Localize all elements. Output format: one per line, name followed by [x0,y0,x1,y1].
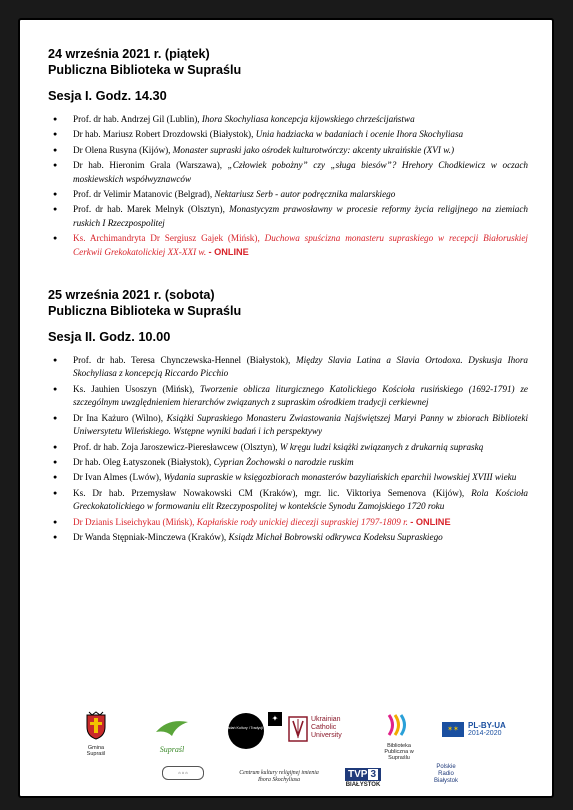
talk-speaker: Ks. Archimandryta Dr Sergiusz Gajek (Mińsk), [73,233,260,244]
talk-title: Cyprian Żochowski o narodzie ruskim [213,456,354,467]
talk-item [67,412,528,439]
talk-title: Tworzenie oblicza liturgicznego Katolickiego Kościoła rusińskiego (1692-1791) ze szczególnym uwzględnieniem hierarchów związanych z supraskim ośrodkiem tradycji cerkiewnej [73,383,529,408]
coat-of-arms-icon [85,712,107,740]
talk-title: W kręgu ludzi książki związanych z drukarnią supraską [279,441,484,452]
talk-speaker: Dr Wanda Stępniak-Minczewa (Kraków), [73,531,227,542]
talk-title: Nektariusz Serb - autor podręcznika malarskiego [214,189,396,200]
religious-culture-centre: Centrum kultury religijnej imienia Ihora Skochyliasa [239,770,319,783]
day1-session-heading: Sesja I. Godz. 14.30 [48,88,167,103]
day1-talk-list [48,113,528,259]
talk-item [67,383,528,410]
talk-title: Ihora Skochyliasa koncepcja kijowskiego chrześcijaństwa [201,114,415,124]
talk-speaker: Prof. dr hab. Andrzej Gil (Lublin), [73,114,200,124]
talk-title: Kapłańskie rody unickiej diecezji supraskiej 1797-1809 r. [196,516,408,527]
eu-flag-icon: ✶✶ [442,722,464,737]
talk-title: Monaster supraski jako ośrodek kulturotwórczy: akcenty ukraińskie (XVI w.) [172,144,455,155]
svg-text:Centrum Badań Kultury i Tradyc: Centrum Badań Kultury i Tradycji w Supraślu [210,726,282,730]
talk-item [67,471,528,484]
talk-item [67,441,528,454]
talk-title: Monastycyzm prawosławny w procesie reformy życia religijnego na ziemiach ruskich I Rzeczpospolitej [73,204,529,228]
talk-item [67,487,528,514]
library-icon [386,712,412,738]
talk-speaker: Dr Ina Każuro (Wilno), [73,412,164,423]
tvp3-logo: TVP 3 BIAŁYSTOK [345,769,381,788]
talk-speaker: Prof. dr hab. Marek Melnyk (Olsztyn), [73,204,225,215]
talk-item [67,456,528,469]
seal-logo: ⌂ ⌂ ⌂ [162,766,204,780]
talk-item [67,354,528,381]
talk-item [67,203,528,230]
talk-title: Unia hadziacka w badaniach i ocenie Ihora Skochyliasa [255,129,464,140]
sponsor-logos [70,712,530,792]
talk-title: „Człowiek pobożny” czy „sługa biesów”? Hrehory Chodkiewicz w oczach moskiewskich współwyznawców [73,160,528,184]
day1-date: 24 września 2021 r. (piątek) [48,47,210,61]
talk-speaker: Dr Ivan Almes (Lwów), [73,472,162,483]
online-tag: - ONLINE [410,516,451,527]
talk-title: Rola Kościoła Greckokatolickiego w formowaniu elit Rzeczypospolitej w kontekście Synodu Zamojskiego 1720 roku [73,487,528,512]
leaf-icon [152,718,192,740]
ucu-logo: Ukrainian Catholic University [288,716,368,742]
suprasl-town-logo: Supraśl [150,718,194,754]
day2-date: 25 września 2021 r. (sobota) [48,288,215,303]
crest-icon [288,716,308,742]
library-logo: Biblioteka Publiczna w Supraślu [376,712,422,761]
talk-speaker: Dr Olena Rusyna (Kijów), [73,144,171,155]
day1-venue: Publiczna Biblioteka w Supraślu [48,63,242,77]
talk-item [67,144,528,157]
talk-speaker: Dr Dzianis Liseichykau (Mińsk), [73,516,195,527]
talk-item [67,531,528,544]
gmina-suprasl-logo: Gmina Supraśl [80,712,112,757]
talk-speaker: Prof. dr hab. Zoja Jaroszewicz-Pieresławcew (Olsztyn), [73,441,278,452]
talk-title: Między Slavia Latina a Slavia Ortodoxa. Dyskusja Ihora Skochyliasa z koncepcją Riccardo Picchio [73,355,528,379]
talk-speaker: Prof. dr hab. Teresa Chynczewska-Hennel (Białystok), [73,355,291,366]
talk-title: Ksiądz Michał Bobrowski odkrywca Kodeksu Supraskiego [228,531,443,542]
talk-speaker: Dr hab. Hieronim Grala (Warszawa), [73,160,223,171]
talk-speaker: Ks. Dr hab. Przemysław Nowakowski CM (Kraków), mgr. lic. Viktoriya Semenova (Kijów), [73,487,465,498]
polskie-radio-logo: Polskie Radio Białystok [433,764,458,784]
online-tag: - ONLINE [208,246,249,257]
talk-title: Książki Supraskiego Monasteru Zwiastowania Najświętszej Maryi Panny w zbiorach Biblioteki Uniwersytetu Wileńskiego. Wstępne wyniki badań i ich perspektywy [73,412,528,437]
talk-speaker: Dr hab. Oleg Łatyszonek (Białystok), [73,456,212,467]
day2-session-heading: Sesja II. Godz. 10.00 [48,329,171,345]
talk-item [67,516,528,529]
talk-speaker: Prof. dr Velimir Matanovic (Belgrad), [73,189,213,200]
talk-item [67,159,528,186]
day2-venue: Publiczna Biblioteka w Supraślu [48,304,242,319]
program-content [48,46,528,546]
circle-emblem-icon [210,712,282,750]
day2-talk-list [48,354,528,544]
talk-title: Wydania supraskie w księgozbiorach monasterów bazyliańskich eparchii lwowskiej XVIII wieku [163,472,517,483]
talk-title: Duchowa spuścizna monasteru supraskiego w recepcji Białoruskiej Cerkwii Grekokatolickiej XX-XXI w. [73,233,528,257]
talk-item [67,128,528,141]
talk-item [67,113,528,126]
talk-item [67,188,528,201]
talk-speaker: Dr hab. Mariusz Robert Drozdowski (Białystok), [73,129,254,140]
day2-section [48,287,528,544]
day1-section [48,46,528,259]
ribbon-icon: ✦ [268,712,282,726]
eu-programme-logo: ✶✶ PL-BY-UA 2014-2020 [442,722,522,738]
talk-item [67,232,528,259]
talk-speaker: Ks. Jauhien Usoszyn (Mińsk), [73,383,195,394]
research-centre-logo [210,712,282,755]
